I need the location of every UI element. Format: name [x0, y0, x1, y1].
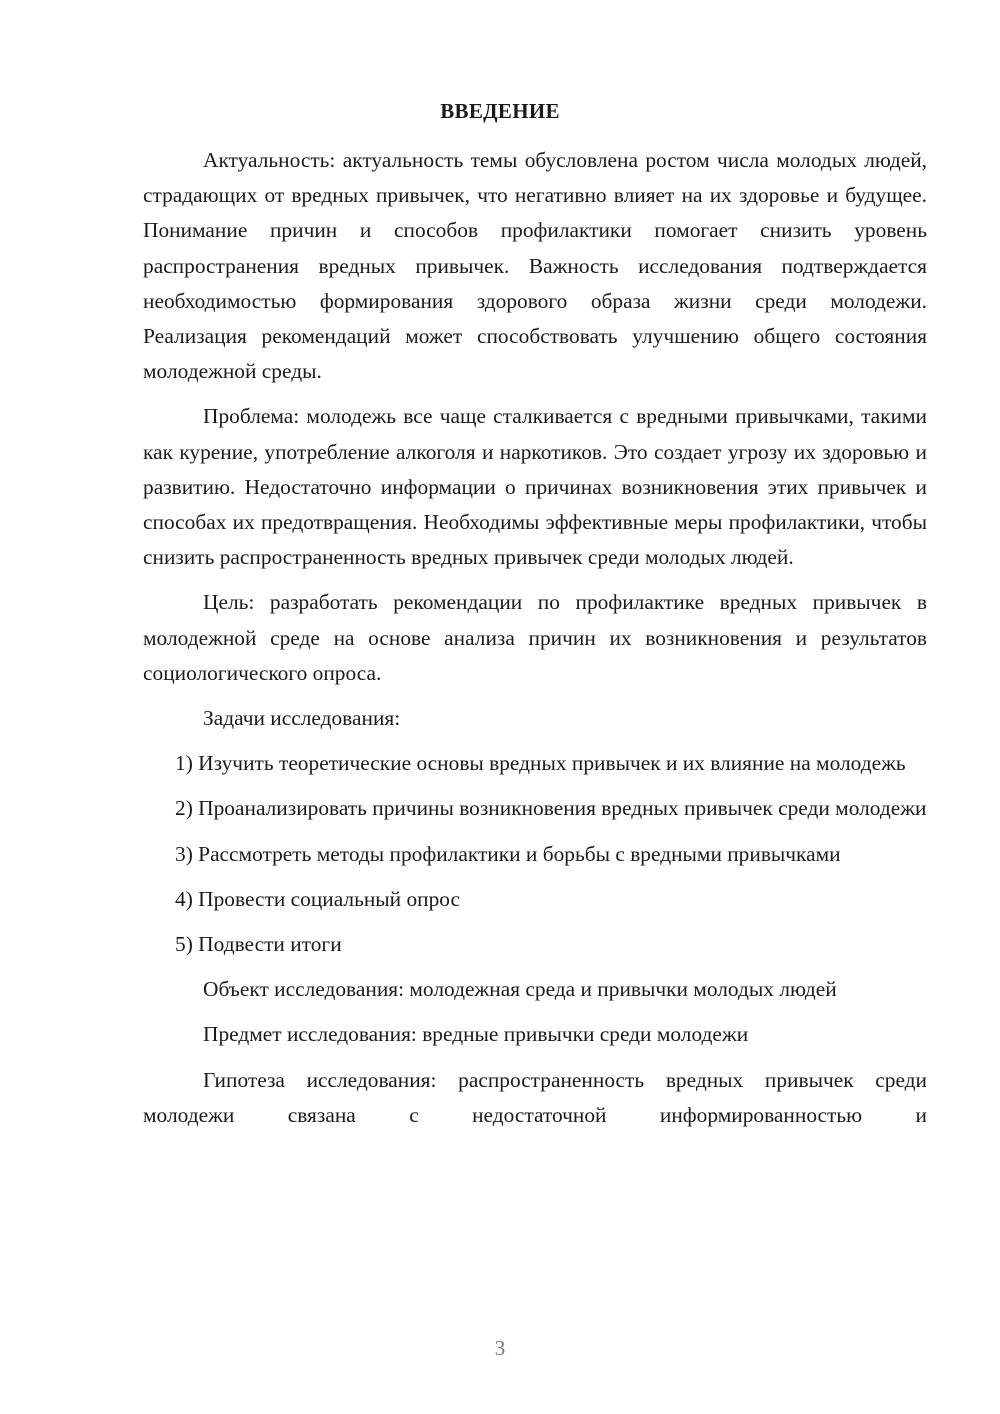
list-item: 4) Провести социальный опрос [175, 886, 461, 911]
paragraph-goal: Цель: разработать рекомендации по профилактике вредных привычек в молодежной среде на основе анализа причин их возникновения и результатов социологического опроса. [143, 590, 927, 685]
paragraph-subject: Предмет исследования: вредные привычки среди молодежи [203, 1022, 749, 1047]
list-item: 1) Изучить теоретические основы вредных привычек и их влияние на молодежь [175, 751, 906, 776]
list-item: 5) Подвести итоги [175, 932, 342, 957]
paragraph-hypothesis: Гипотеза исследования: распространенность вредных привычек среди молодежи связана с недостаточной информированностью и [143, 1067, 927, 1127]
paragraph-problem: Проблема: молодежь все чаще сталкивается с вредными привычками, такими как курение, употребление алкоголя и наркотиков. Это создает угрозу их здоровью и развитию. Недостаточно информации о причинах возникновения этих привычек и способах их предотвращения. Необходимы эффективные меры профилактики, чтобы снизить распространенность вредных привычек среди молодых людей. [143, 404, 927, 570]
page-number: 3 [494, 1336, 506, 1360]
tasks-heading: Задачи исследования: [203, 706, 401, 731]
list-item: 2) Проанализировать причины возникновения вредных привычек среди молодежи [175, 796, 927, 821]
list-item: 3) Рассмотреть методы профилактики и борьбы с вредными привычками [175, 841, 841, 866]
paragraph-relevance: Актуальность: актуальность темы обусловлена ростом числа молодых людей, страдающих от вредных привычек, что негативно влияет на их здоровье и будущее. Понимание причин и способов профилактики помогает снизить уровень распространения вредных привычек. Важность исследования подтверждается необходимостью формирования здорового образа жизни среди молодежи. Реализация рекомендаций может способствовать улучшению общего состояния молодежной среды. [143, 148, 927, 384]
paragraph-object: Объект исследования: молодежная среда и привычки молодых людей [203, 977, 837, 1002]
page-title: ВВЕДЕНИЕ [440, 99, 560, 123]
document-body [143, 143, 927, 1133]
